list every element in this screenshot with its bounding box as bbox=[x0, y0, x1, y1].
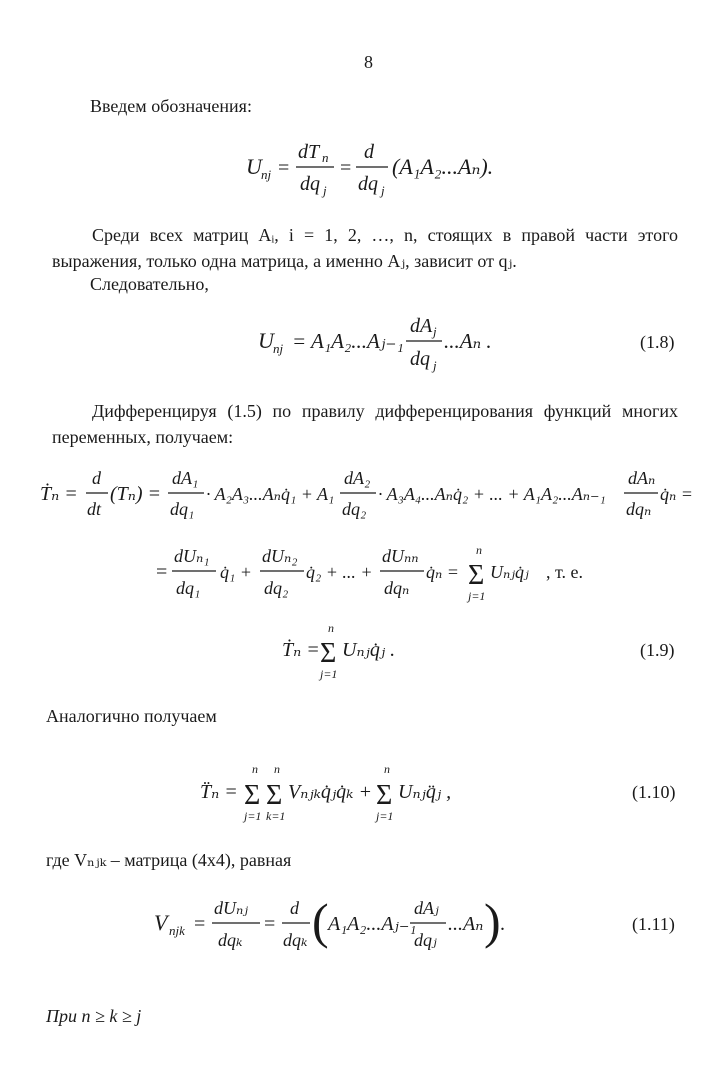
eq19-term: Uₙⱼq̇ⱼ . bbox=[342, 639, 396, 661]
eq111-inner-left: A₁A₂...Aⱼ₋₁ bbox=[328, 913, 417, 935]
eq110-s3-sym: Σ bbox=[376, 780, 393, 811]
equation-1-9 bbox=[0, 620, 718, 686]
eql2-fa-den: dq₁ bbox=[176, 578, 201, 598]
eql2-fb-den: dq₂ bbox=[264, 578, 289, 598]
eq18-rhs-right: ...Aₙ . bbox=[444, 329, 492, 353]
eq18-frac-den-sub: j bbox=[433, 358, 437, 373]
equation-tdot-sum bbox=[0, 540, 718, 610]
equation-1-10 bbox=[0, 758, 718, 832]
eq110-s1-top: n bbox=[252, 762, 258, 776]
eq1-frac2-num: d bbox=[364, 141, 374, 163]
eql2-fc-num: dUₙₙ bbox=[382, 546, 419, 566]
eql1-tb: · A₃A₄...Aₙq̇₂ + ... + A₁A₂...Aₙ₋₁ bbox=[378, 484, 606, 504]
eq1-frac2-den: dq bbox=[358, 173, 378, 195]
page-number: 8 bbox=[364, 52, 373, 72]
eq110-lhs: T̈ₙ = bbox=[200, 781, 238, 803]
eq1-equals: = bbox=[278, 157, 290, 179]
eql2-tail: , т. е. bbox=[546, 562, 584, 582]
eq1-frac1-den-sub: j bbox=[323, 183, 327, 198]
eql1-fb-num: dA₂ bbox=[344, 468, 371, 488]
eq19-number: (1.9) bbox=[640, 640, 675, 660]
eq111-eq1: = bbox=[194, 913, 206, 935]
eq110-s1-sym: Σ bbox=[244, 780, 261, 811]
eq111-lhs: V bbox=[154, 910, 168, 935]
paragraph-differentiating: Дифференцируя (1.5) по правилу дифференцирования функций многих переменных, получаем: bbox=[52, 401, 678, 447]
eql2-sum-top: n bbox=[476, 543, 482, 557]
equation-1-8 bbox=[0, 308, 718, 378]
eql1-fa-num: dA₁ bbox=[172, 468, 199, 488]
eq110-term1: Vₙⱼₖq̇ⱼq̇ₖ + bbox=[288, 781, 372, 803]
eq110-s2-sym: Σ bbox=[266, 780, 283, 811]
eq18-number: (1.8) bbox=[640, 332, 675, 352]
footer-condition: При n ≥ k ≥ j bbox=[46, 1006, 142, 1026]
eq110-s3-bot: j=1 bbox=[376, 809, 394, 823]
eq1-product: (A₁A₂...Aₙ). bbox=[392, 154, 494, 179]
eq19-sum-sym: Σ bbox=[320, 638, 337, 669]
eq18-frac-den: dq bbox=[410, 348, 430, 370]
eq1-frac1-num-sub: n bbox=[322, 150, 329, 165]
eql2-sum-term: Uₙⱼq̇ⱼ bbox=[490, 562, 529, 582]
eq19-sum-top: n bbox=[328, 621, 334, 635]
eql1-fa-den: dq₁ bbox=[170, 499, 195, 519]
eq111-tail: . bbox=[500, 913, 505, 935]
paragraph-matrices: Среди всех матриц Aᵢ, i = 1, 2, …, n, стоящих в правой части этого выражения, только одна матрица, а именно Aⱼ, зависит от qⱼ. bbox=[52, 225, 678, 271]
equation-unj-definition bbox=[0, 134, 718, 204]
eq18-rhs-left: = A₁A₂...Aⱼ₋₁ bbox=[292, 329, 404, 353]
eql2-ta: q̇₁ + bbox=[220, 562, 252, 582]
eq18-lhs: U bbox=[258, 328, 274, 353]
eq110-s2-bot: k=1 bbox=[266, 809, 286, 823]
eq19-sum-bot: j=1 bbox=[320, 667, 338, 681]
eq1-equals-2: = bbox=[340, 157, 352, 179]
eq111-f1-num: dUₙⱼ bbox=[214, 898, 249, 918]
eql2-fa-num: dUₙ₁ bbox=[174, 546, 210, 566]
eq111-lparen: ( bbox=[312, 893, 329, 949]
eq111-f2-num: d bbox=[290, 898, 299, 918]
eq111-lhs-sub: njk bbox=[169, 923, 185, 938]
eql2-tc: q̇ₙ = bbox=[426, 562, 459, 582]
eql2-fc-den: dqₙ bbox=[384, 578, 410, 598]
eq111-f3-num: dAⱼ bbox=[414, 898, 439, 918]
eql2-lead: = bbox=[156, 561, 168, 583]
eq111-f1-den: dqₖ bbox=[218, 930, 243, 950]
eq111-inner-right: ...Aₙ bbox=[448, 913, 484, 935]
eq1-lhs-sub: nj bbox=[261, 167, 272, 182]
eq18-frac-num: dA bbox=[410, 315, 433, 337]
eql1-fc-num: dAₙ bbox=[628, 468, 656, 488]
eq1-lhs: U bbox=[246, 154, 262, 179]
eq111-rparen: ) bbox=[484, 893, 501, 949]
eq1-frac1-den: dq bbox=[300, 173, 320, 195]
eq110-s1-bot: j=1 bbox=[244, 809, 262, 823]
eq110-term2: Uₙⱼq̈ⱼ , bbox=[398, 781, 452, 803]
eql1-d-den: dt bbox=[87, 499, 102, 519]
eq110-number: (1.10) bbox=[632, 782, 676, 802]
eq18-lhs-sub: nj bbox=[273, 341, 284, 356]
eq111-number: (1.11) bbox=[632, 914, 675, 934]
eql1-d-num: d bbox=[92, 468, 101, 488]
eq110-s2-top: n bbox=[274, 762, 280, 776]
equation-1-11 bbox=[0, 886, 718, 966]
paragraph-similarly: Аналогично получаем bbox=[46, 706, 217, 726]
eq111-f3-den: dqⱼ bbox=[414, 930, 437, 950]
eql2-sum-sym: Σ bbox=[468, 560, 485, 591]
eql1-fb-den: dq₂ bbox=[342, 499, 367, 519]
eq1-frac2-den-sub: j bbox=[381, 183, 385, 198]
eql1-tc: q̇ₙ = bbox=[660, 484, 693, 504]
eq18-frac-num-sub: j bbox=[433, 324, 437, 339]
eq1-frac1-num: dT bbox=[298, 141, 320, 163]
eql1-paren: (Tₙ) = bbox=[110, 483, 162, 505]
equation-tdot-expansion bbox=[0, 464, 718, 534]
eql2-sum-bot: j=1 bbox=[468, 589, 486, 603]
paragraph-where-v: где Vₙⱼₖ – матрица (4x4), равная bbox=[46, 850, 292, 870]
intro-text: Введем обозначения: bbox=[90, 96, 252, 116]
eql2-fb-num: dUₙ₂ bbox=[262, 546, 298, 566]
eq111-eq2: = bbox=[264, 913, 276, 935]
eql1-ta: · A₂A₃...Aₙq̇₁ + A₁ bbox=[206, 484, 335, 504]
eq110-s3-top: n bbox=[384, 762, 390, 776]
eql1-lhs: Ṫₙ = bbox=[40, 483, 78, 505]
eql1-fc-den: dqₙ bbox=[626, 499, 652, 519]
eq19-lhs: Ṫₙ = bbox=[282, 639, 320, 661]
paragraph-consequently: Следовательно, bbox=[90, 274, 209, 294]
eq111-f2-den: dqₖ bbox=[283, 930, 308, 950]
eql2-tb: q̇₂ + ... + bbox=[306, 562, 373, 582]
